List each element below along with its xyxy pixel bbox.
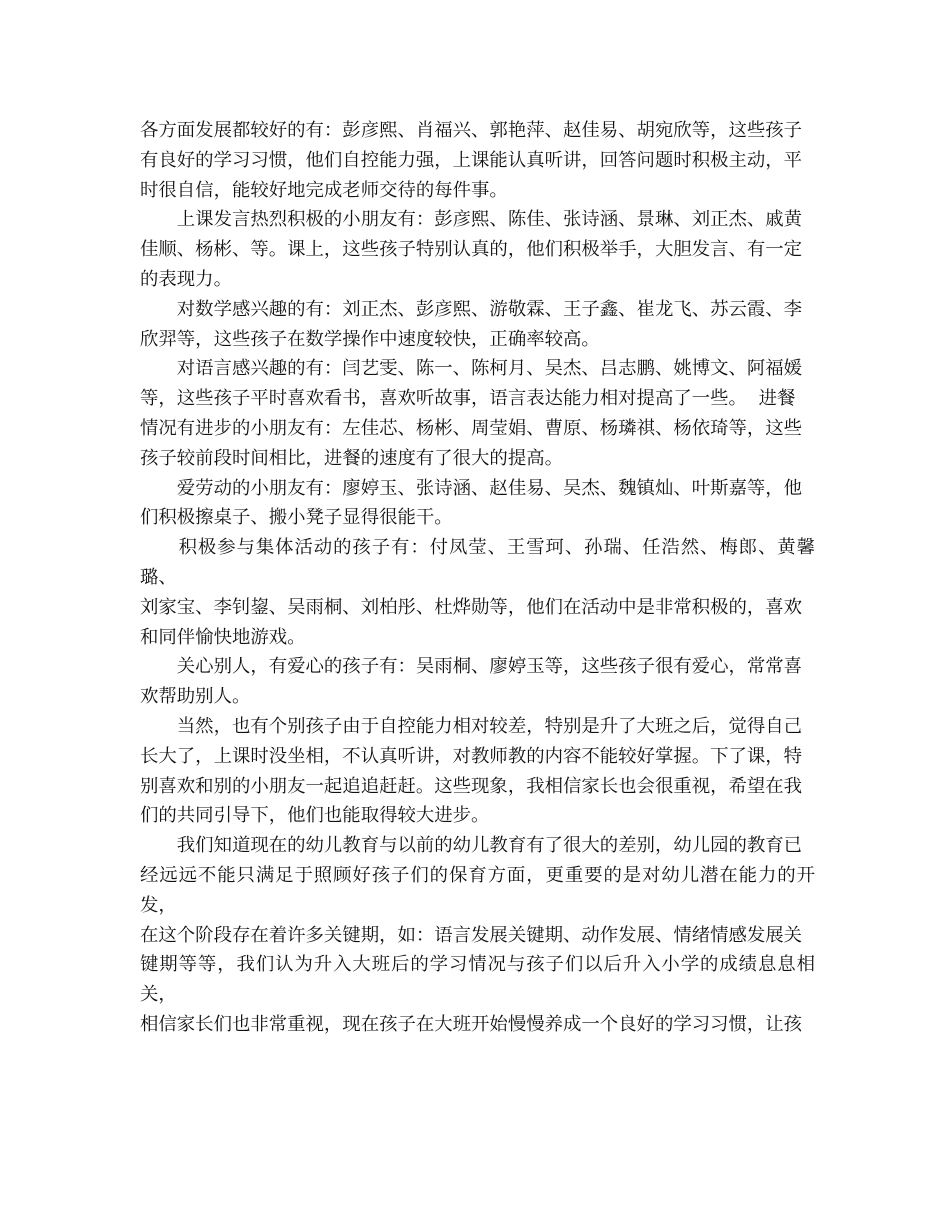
paragraph: 我们知道现在的幼儿教育与以前的幼儿教育有了很大的差别，幼儿园的教育已 经远远不能只满足于照顾好孩子们的保育方面，更重要的是对幼儿潜在能力的开发， 在这个阶段存在着许多关键期，如：语言发展关键期、动作发展、情绪情感发展关 键期等等，我们认为升入大班后的学习情况与孩子们以后升入小学的成绩息息相关， 相信家长们也非常重视，现在孩子在大班开始慢慢养成一个良好的学习习惯，让孩 [140, 835, 815, 1035]
paragraph: 关心别人，有爱心的孩子有：吴雨桐、廖婷玉等，这些孩子很有爱心，常常喜 欢帮助别人。 [140, 656, 803, 708]
paragraph: 上课发言热烈积极的小朋友有：彭彦熙、陈佳、张诗涵、景琳、刘正杰、戚黄 佳顺、杨彬、等。课上，这些孩子特别认真的，他们积极举手，大胆发言、有一定 的表现力。 [140, 209, 803, 290]
paragraph: 对语言感兴趣的有：闫艺雯、陈一、陈柯月、吴杰、吕志鹏、姚博文、阿福媛 等，这些孩子平时喜欢看书，喜欢听故事，语言表达能力相对提高了一些。 进餐 情况有进步的小朋友有：左佳芯、杨彬、周莹娟、曹原、杨璘祺、杨依琦等，这些 孩子较前段时间相比，进餐的速度有了很大的提高。 [140, 358, 803, 469]
paragraph: 当然，也有个别孩子由于自控能力相对较差，特别是升了大班之后，觉得自己 长大了，上课时没坐相，不认真听讲，对教师教的内容不能较好掌握。下了课，特 别喜欢和别的小朋友一起追追赶赶。这些现象，我相信家长也会很重视，希望在我 们的共同引导下，他们也能取得较大进步。 [140, 715, 803, 827]
paragraph: 各方面发展都较好的有：彭彦熙、肖福兴、郭艳萍、赵佳易、胡宛欣等，这些孩子 有良好的学习习惯，他们自控能力强，上课能认真听讲，回答问题时积极主动，平 时很自信，能较好地完成老师交待的每件事。 [140, 120, 803, 201]
document-body [140, 116, 815, 1040]
paragraph: 爱劳动的小朋友有：廖婷玉、张诗涵、赵佳易、吴杰、魏镇灿、叶斯嘉等，他 们积极擦桌子、搬小凳子显得很能干。 [140, 477, 803, 529]
paragraph: 积极参与集体活动的孩子有：付凤莹、王雪珂、孙瑞、任浩然、梅郎、黄馨璐、 刘家宝、李钊鋆、吴雨桐、刘柏彤、杜烨勋等，他们在活动中是非常积极的，喜欢 和同伴愉快地游戏。 [140, 537, 815, 648]
paragraph: 对数学感兴趣的有：刘正杰、彭彦熙、游敬霖、王子鑫、崔龙飞、苏云霞、李 欣羿等，这些孩子在数学操作中速度较快，正确率较高。 [140, 298, 803, 350]
